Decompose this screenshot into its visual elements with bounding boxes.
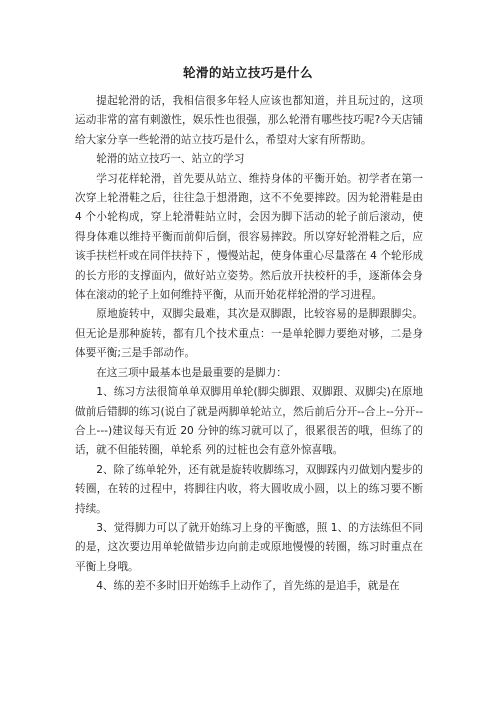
paragraph: 学习花样轮滑，首先要从站立、维持身体的平衡开始。初学者在第一次穿上轮滑鞋之后，往往急于想滑跑，这不不免要摔跤。因为轮滑鞋是由 4 个小轮构成，穿上轮滑鞋站立时，会因为脚下活动的轮子前后滚动，使得身体难以维持平衡而前仰后倒，很容易摔跤。所以穿好轮滑鞋之后，应该手扶栏杆或在同伴扶持下 ，慢慢站起，使身体重心尽量落在 4 个轮形成的长方形的支撑面内，做好站立姿势。然后放开扶校杆的手，逐渐体会身体在滚动的轮子上如何维持平衡，从而开始花样轮滑的学习进程。 (75, 172, 423, 302)
list-item: 2、除了练单轮外，还有就是旋转收脚练习，双脚踩内刃做划内髮步的转圈，在转的过程中，将脚往内收，将大圆收成小圆，以上的练习要不断持续。 (75, 463, 423, 515)
document-body (75, 92, 423, 597)
paragraph: 提起轮滑的话，我相信很多年轻人应该也都知道，并且玩过的，这项运动非常的富有刺激性，娱乐性也很强，那么轮滑有哪些技巧呢?今天店铺给大家分享一些轮滑的站立技巧是什么，希望对大家有所帮助。 (75, 95, 423, 146)
list-item: 3、觉得脚力可以了就开始练习上身的平衡感，照 1、的方法练但不同的是，这次要边用单轮做错步边向前走或原地慢慢的转圈，练习时重点在平衡上身哦。 (75, 521, 423, 573)
list-item: 4、练的差不多时旧开始练手上动作了，首先练的是追手，就是在 (96, 580, 400, 593)
document-title: 轮滑的站立技巧是什么 (182, 65, 313, 80)
paragraph: 在这三项中最基本也是最重要的是脚力： (96, 366, 287, 379)
list-item: 1、练习方法很简单单双脚用单轮(脚尖脚跟、双脚跟、双脚尖)在原地做前后错脚的练习(说白了就是两脚单轮站立，然后前后分开--合上--分开--合上---)建议每天有近 20 分钟的练习就可以了，很累很苦的哦，但练了的话，就不但能转圈，单轮系 列的过桩也会有意外惊喜哦。 (75, 386, 423, 457)
paragraph: 原地旋转中，双脚尖最难，其次是双脚跟，比较容易的是脚跟脚尖。 但无论是那种旋转，都有几个技术重点：一是单轮脚力要绝对够，二是身体要平衡;三是手部动作。 (75, 308, 423, 360)
section-heading: 轮滑的站立技巧一、站立的学习 (96, 153, 245, 166)
